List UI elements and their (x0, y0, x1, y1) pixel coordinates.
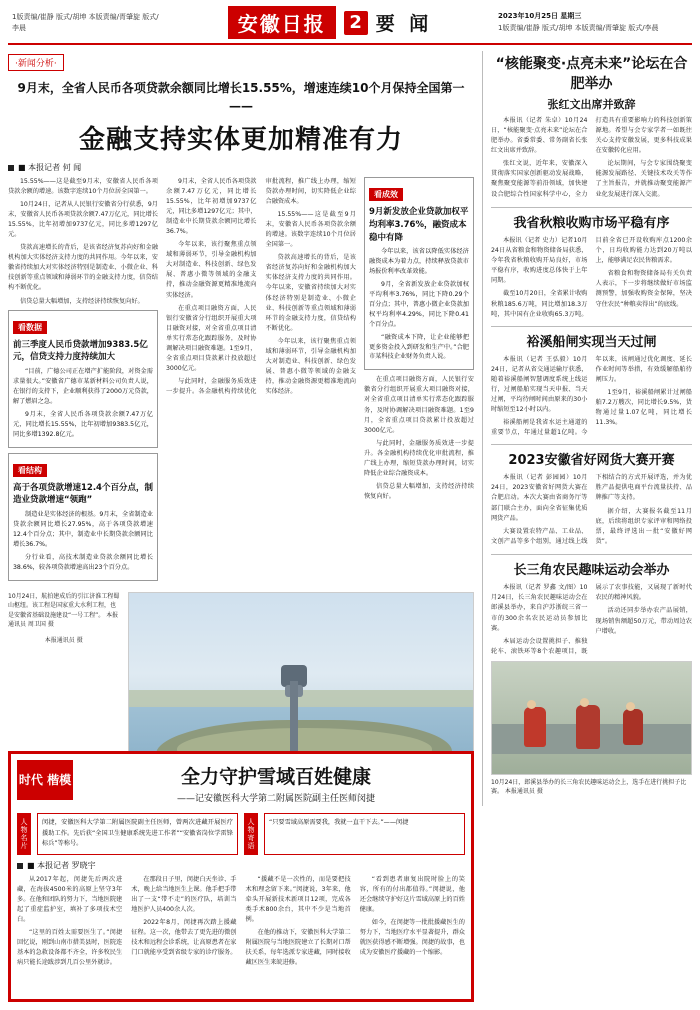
box-paragraph: 9月末，全省人民币各项贷款余额7.47万亿元，同比增长15.55%，比年初增加9383.5亿元，同比多增1392.8亿元。 (13, 410, 153, 438)
box-label: 看结构 (13, 464, 47, 477)
feature-logo: 时代 楷模 (17, 760, 73, 800)
photo-person (623, 709, 643, 745)
left-column (8, 51, 474, 806)
story1-body: 本报讯（记者 朱卓）10月24日，“核能聚变·点亮未来”论坛在合肥举办。省委常委、常务副省长张红文出席并致辞。 张红文说，近年来，安徽深入贯彻落实国家创新驱动发展战略，聚焦聚变能源等前沿领域，加快建设合肥综合性国家科学中心，全力打造具有重要影响力的科技创新策源地。希望与会专家学者一如既往关心支持安徽发展，更多科技成果在安徽转化应用。 论坛期间，与会专家围绕聚变能源发展路径、关键技术攻关等作了主旨报告，并就推动聚变能源产业化发展进行深入交流。 (491, 117, 692, 198)
story5-photo-caption: 10月24日，郎溪县举办的长三角农民趣味运动会上，选手在进行挑担子比赛。 本报通讯员 摄 (491, 778, 687, 796)
lead-shoulder: 9月末，全省人民币各项贷款余额同比增长15.55%，增速连续10个月保持全国第一—— (17, 81, 465, 113)
story5-body: 本报讯（记者 罗鑫 文/图）10月24日，长三角农民趣味运动会在郎溪县举办，来自沪苏浙皖三省一市的300余名农民运动员参加比赛。 本届运动会设置挑担子、推独轮车、滚铁环等8个农趣项目，既展示了农事技能，又展现了新时代农民的精神风貌。 活动还同步举办农产品展销，现场销售额超50万元，带动周边农户增收。 (491, 584, 692, 655)
page-columns (8, 51, 692, 806)
feature-byline (17, 860, 465, 871)
byline-text: ■ 本报记者 何 闻 (18, 163, 82, 172)
divider (491, 207, 692, 208)
story1-headline: “核能聚变·点亮未来”论坛在合肥举办 (495, 56, 688, 92)
feature-article (8, 751, 474, 1002)
paper-name: 安徽日报 (228, 6, 336, 39)
byline-marker (17, 863, 23, 869)
story3-headline: 裕溪船闸实现当天过闸 (526, 334, 657, 350)
story1-subheadline: 张红文出席并致辞 (547, 98, 636, 112)
quote-tab-label: 人物寄语 (244, 813, 258, 855)
story2-body: 本报讯（记者 史力）记者10月24日从省粮食和物资储备局获悉，今年我省秋粮收购开局良好，市场平稳有序，收购进度总体快于上年同期。 截至10月20日，全省累计收购秋粮185.6万吨，同比增加18.3万吨，其中国有企业收购65.3万吨。目前全省已开设收购库点1200余个，日均收购能力达到20万吨以上，能够满足农民售粮需求。 省粮食和物资储备局有关负责人表示，下一步将继续做好市场监测预警，加强收购资金保障，坚决守住农民“种粮卖得出”的底线。 (491, 237, 692, 318)
divider (491, 444, 692, 445)
main-headline: 金融支持实体更加精准有力 (78, 125, 403, 155)
main-byline (8, 162, 474, 173)
issue-date: 2023年10月25日 星期三 (498, 12, 582, 21)
box-headline: 前三季度人民币贷款增加9383.5亿元，信贷支持力度持续加大 (13, 339, 148, 363)
main-body-part1: 15.55%——这是截至9月末，安徽省人民币各项贷款余额的增速。该数字连续10个月位居全国第一。 10月24日，记者从人民银行安徽省分行获悉，9月末，安徽省人民币各项贷款余额7.47万亿元，同比增长15.55%，比年初增加9737亿元，同比多增1297亿元。 贷款高速增长的背后，是该省经济复苏向好和金融机构加大实体经济支持力度的共同作用。今年以来，安徽省持续加大对实体经济特别是制造业、小微企业、科技创新等重点领域和薄弱环节的金融支持力度，信贷结构不断优化。 信贷总量大幅增加，支持经济持续恢复向好。 (8, 178, 158, 305)
box-paragraph: “目前，广德公司正在增产扩能阶段，对资金需求量很大。”安徽省广德市某新材料公司负责人说，在银行的支持下，企业顺利获得了2000万元贷款，解了燃眉之急。 (13, 368, 153, 405)
photo-tower (281, 665, 307, 751)
box-label: 看成效 (369, 188, 403, 201)
story5-headline: 长三角农民趣味运动会举办 (513, 563, 670, 579)
masthead-left-credits: 1版责编/崔静 版式/胡坤 本版责编/胥肇旋 版式/李晨 (12, 13, 159, 32)
right-column (482, 51, 692, 806)
photo-person (576, 705, 600, 749)
box-paragraph: 今年以来，该省以降低实体经济融资成本为着力点，持续释放贷款市场报价利率改革效能。 (369, 248, 469, 276)
box-label: 看数据 (13, 321, 47, 334)
photo-caption: 10月24日，航拍建成后的引江济淮工程蜀山枢纽。该工程是国家重大水利工程，也是安徽省基础设施建设“一号工程”。 本报通讯员 周卫国 摄 (8, 592, 120, 629)
section-name: 要 闻 (375, 13, 433, 35)
story3-body: 本报讯（记者 王弘毅）10月24日，记者从省交通运输厅获悉，随着裕溪船闸智慧调度系统上线运行，过闸船舶实现当天申报、当天过闸，平均待闸时间由原来的30小时缩短至12小时以内。 裕溪船闸是我省水运主通道的重要节点，年通过量超1亿吨。今年以来，该闸通过优化调度、延长作业时间等举措，有效缓解船舶待闸压力。 1至9月，裕溪船闸累计过闸船舶7.2万艘次，同比增长9.5%，货物通过量1.07亿吨，同比增长11.3%。 (491, 355, 692, 437)
feature-subtitle: ——记安徽医科大学第二附属医院副主任医师闵捷 (176, 794, 375, 805)
feature-byline-text: ■ 本报记者 罗晓宇 (27, 861, 96, 870)
masthead (8, 0, 692, 45)
box-headline: 高于各项贷款增速12.4个百分点，制造业贷款增速“领跑” (13, 482, 153, 506)
story4-body: 本报讯（记者 彭园园）10月24日，2023安徽省好网货大赛在合肥启动。本次大赛由省商务厅等部门联合主办，面向全省征集优质网货产品。 大赛设置农特产品、工业品、文创产品等多个组别，通过线上线下相结合的方式开展评选，并为优胜产品提供电商平台流量扶持、品牌推广等支持。 据介绍，大赛报名截至11月底，后续将组织专家评审和网络投票，最终评选出一批“安徽好网货”。 (491, 474, 692, 545)
divider (491, 326, 692, 327)
profile-box: 闵捷，安徽医科大学第二附属医院副主任医师，曾两次进藏开展医疗援助工作。先后获“全国卫生健康系统先进工作者”“安徽省岗位学雷锋标兵”等称号。 (37, 813, 238, 855)
feature-body: 从2017年起，闵捷先后两次进藏，在海拔4500米的高原上坚守3年多。在他和团队的努力下，当地医院建起了重症监护室，填补了多项技术空白。 “这里的百姓太需要医生了。”闵捷回忆说，刚到山南市措美县时，医院连基本的急救设备都不齐全，许多牧民生病只能长途跋涉到几百公里外就诊。 在那段日子里，闵捷白天坐诊、手术，晚上给当地医生上课。他手把手带出了一支“带不走”的医疗队，培训当地医护人员400余人次。 2022年8月，闵捷再次踏上援藏征程。这一次，他带去了更先进的微创技术和远程会诊系统，让高原患者在家门口就能享受到省级专家的诊疗服务。 “援藏不是一次性的，而是要把技术和理念留下来。”闵捷说，3年来，他牵头开展新技术新项目12项，完成各类手术800余台，其中不少是当地首例。 在他的推动下，安徽医科大学第二附属医院与当地医院建立了长期对口帮扶关系，每年选派专家进藏，同时接收藏区医生来皖进修。 “看到患者康复出院时脸上的笑容，所有的付出都值得。”闵捷说，他还会继续守护好这片雪域高原上的百姓健康。 如今，在闵捷等一批批援藏医生的努力下，当地医疗水平显著提升，群众就医获得感不断增强。闵捷的故事，也成为安徽医疗援藏的一个缩影。 (17, 876, 465, 967)
masthead-center (228, 6, 433, 39)
byline-marker (8, 165, 14, 171)
sidebar-box-structure (8, 453, 158, 581)
box-paragraph: 制造业是实体经济的根基。9月末，全省制造业贷款余额同比增长27.95%，高于各项贷款增速12.4个百分点；其中，制造业中长期贷款余额同比增长36.7%。 (13, 511, 153, 548)
story5-photo (491, 661, 692, 775)
page-number: 2 (344, 11, 368, 35)
profile-tab-label: 人物名片 (17, 813, 31, 855)
feature-title: 全力守护雪域百姓健康 (180, 766, 371, 789)
photo-person-head (527, 700, 536, 709)
main-body-part2: 9月末，全省人民币各项贷款余额7.47万亿元，同比增长15.55%，比年初增加9737亿元，同比多增1297亿元；其中，制造业中长期贷款余额同比增长36.7%。 今年以来，该行聚焦重点领域和薄弱环节，引导金融机构加大对制造业、科技创新、绿色发展、普惠小微等领域的金融支持，推动金融资源更精准地流向实体经济。 在重点项目融资方面，人民银行安徽省分行组织开展重大项目融资对接，对全省重点项目清单实行常态化跟踪服务，及时协调解决项目融资难题。1至9月，全省重点项目贷款累计投放超过3000亿元。 与此同时，金融服务质效进一步提升。各金融机构持续优化审批流程，推广线上办理，缩短贷款办理时间，切实降低企业综合融资成本。 15.55%——这是截至9月末，安徽省人民币各项贷款余额的增速。该数字连续10个月位居全国第一。 贷款高速增长的背后，是该省经济复苏向好和金融机构加大实体经济支持力度的共同作用。今年以来，安徽省持续加大对实体经济特别是制造业、小微企业、科技创新等重点领域和薄弱环节的金融支持力度，信贷结构不断优化。 今年以来，该行聚焦重点领域和薄弱环节，引导金融机构加大对制造业、科技创新、绿色发展、普惠小微等领域的金融支持，推动金融资源更精准地流向实体经济。 (166, 178, 356, 395)
quote-box: “只要雪域高原需要我，我就一直干下去。”——闵捷 (264, 813, 465, 855)
sidebar-box-data (8, 310, 158, 448)
masthead-right-credits: 1版责编/崔静 版式/胡坤 本版责编/胥肇旋 版式/李晨 (498, 23, 659, 32)
photo-caption-block (8, 592, 120, 646)
photo-person (524, 707, 546, 747)
story2-headline: 我省秋粮收购市场平稳有序 (513, 216, 670, 232)
divider (491, 554, 692, 555)
photo-person-head (626, 702, 635, 711)
box-paragraph: 9月，全省新发放企业贷款加权平均利率3.76%，同比下降0.29个百分点；其中，普惠小微企业贷款加权平均利率4.29%，同比下降0.41个百分点。 (369, 281, 469, 328)
article-kicker: ·新闻分析· (8, 54, 64, 71)
tower-shaft (290, 681, 298, 751)
story4-headline: 2023安徽省好网货大赛开赛 (508, 453, 675, 469)
masthead-right (498, 11, 688, 33)
sidebar-box-effect (364, 177, 474, 370)
photo-credit: 本报通讯员 摄 (44, 636, 83, 644)
box-paragraph: 分行业看，高技术制造业贷款余额同比增长38.6%，较各项贷款增速高出23个百分点。 (13, 553, 153, 571)
box-headline: 9月新发放企业贷款加权平均利率3.76%，融资成本稳中有降 (369, 207, 469, 243)
photo-person-head (580, 698, 589, 707)
box-paragraph: “融资成本下降，让企业能够把更多资金投入到研发和生产中。”合肥市某科技企业财务负责人说。 (369, 333, 469, 361)
main-body-part3: 在重点项目融资方面，人民银行安徽省分行组织开展重大项目融资对接，对全省重点项目清单实行常态化跟踪服务，及时协调解决项目融资难题。1至9月，全省重点项目贷款累计投放超过3000亿元。 与此同时，金融服务质效进一步提升。各金融机构持续优化审批流程，推广线上办理，缩短贷款办理时间，切实降低企业综合融资成本。 信贷总量大幅增加，支持经济持续恢复向好。 (364, 376, 474, 500)
